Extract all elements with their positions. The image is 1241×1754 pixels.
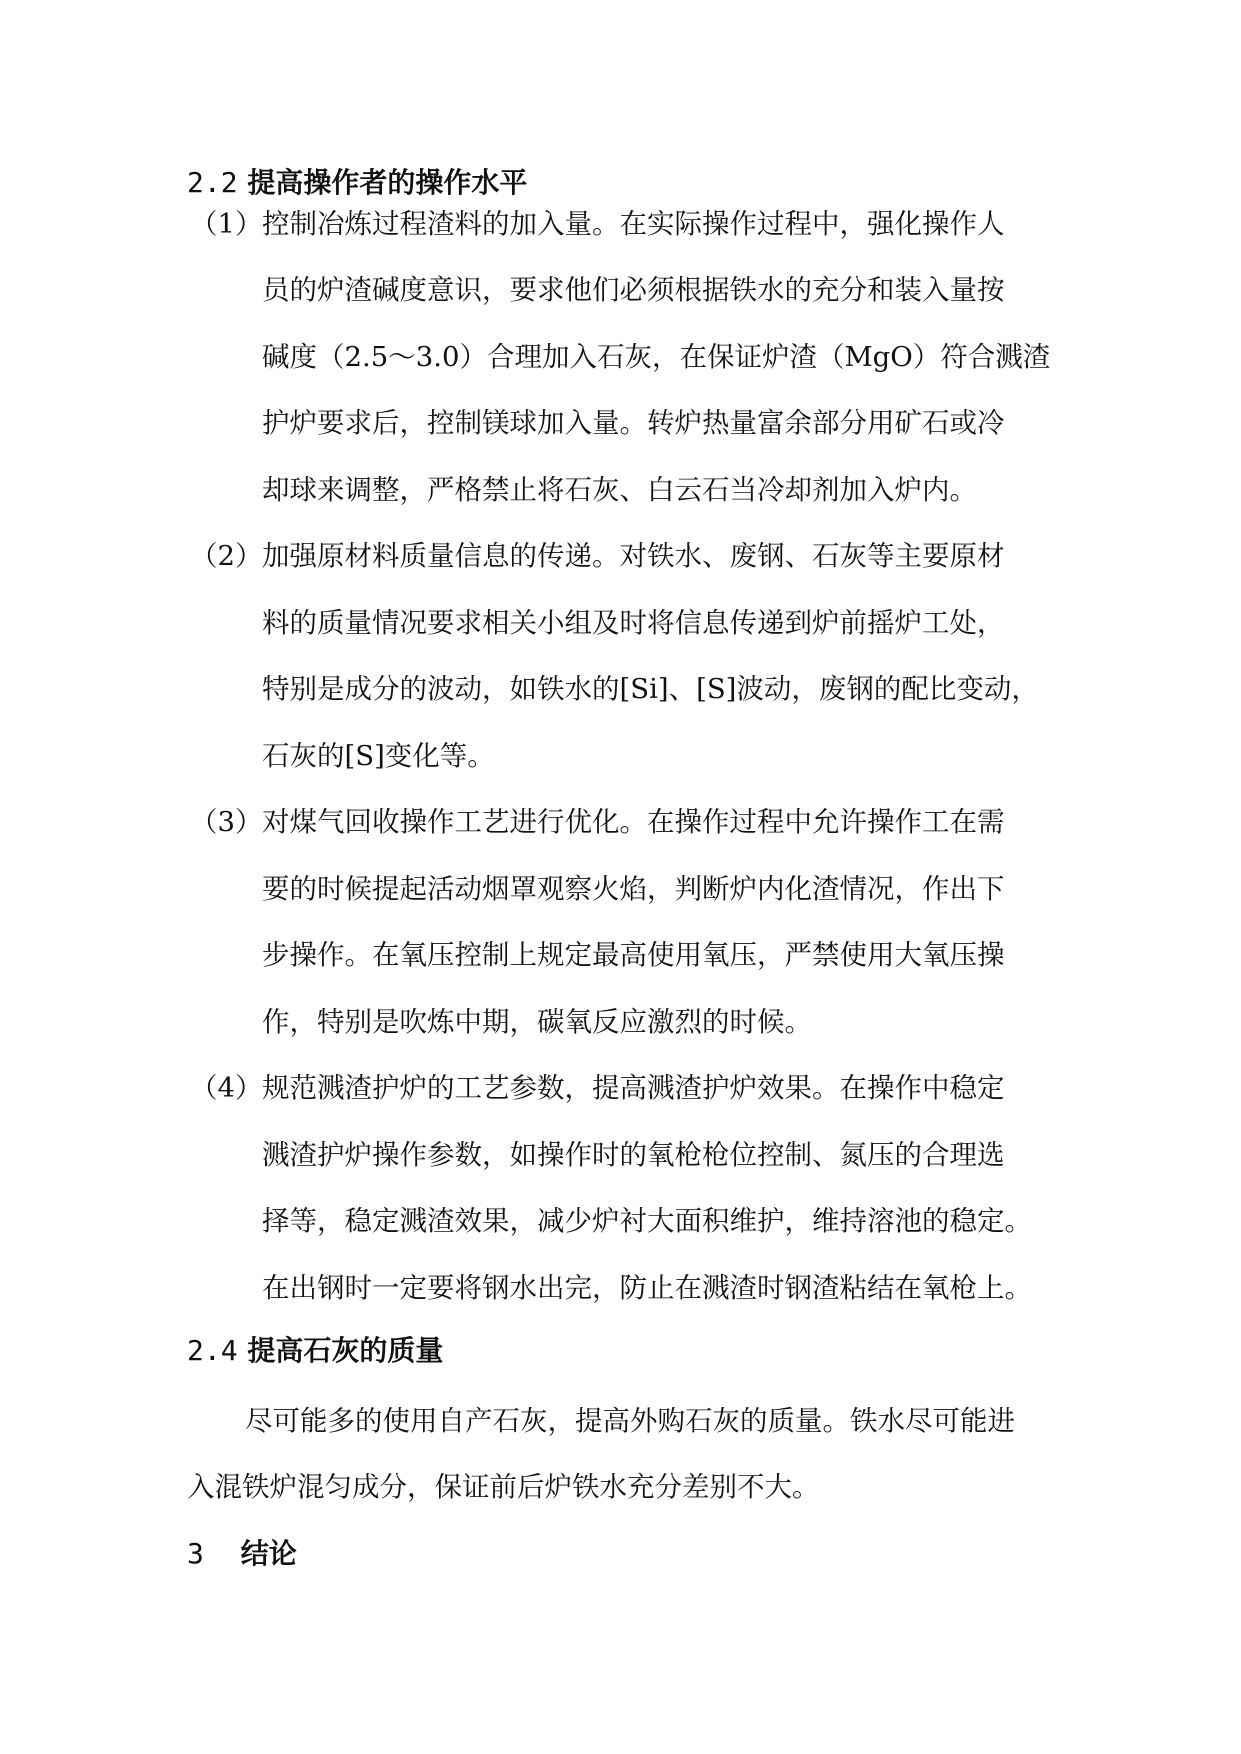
item-2-line-4: 石灰的[S]变化等。 xyxy=(262,740,495,772)
section-number: 2.4 xyxy=(187,1334,238,1367)
section-title: 提高石灰的质量 xyxy=(247,1334,444,1367)
item-3-line-2: 要的时候提起活动烟罩观察火焰，判断炉内化渣情况，作出下 xyxy=(262,873,1005,905)
item-3-line-4: 作，特别是吹炼中期，碳氧反应激烈的时候。 xyxy=(262,1006,812,1038)
item-marker-2: （2） xyxy=(190,540,263,572)
paragraph-line-1: 尽可能多的使用自产石灰，提高外购石灰的质量。铁水尽可能进 xyxy=(245,1405,1015,1437)
item-1-line-4: 护炉要求后，控制镁球加入量。转炉热量富余部分用矿石或冷 xyxy=(262,407,1005,439)
item-3-line-3: 步操作。在氧压控制上规定最高使用氧压，严禁使用大氧压操 xyxy=(262,939,1005,971)
section-heading-2-4 xyxy=(187,1331,443,1371)
section-number: 3 xyxy=(187,1537,204,1570)
item-2-line-1: 加强原材料质量信息的传递。对铁水、废钢、石灰等主要原材 xyxy=(262,540,1005,572)
item-1-line-2: 员的炉渣碱度意识，要求他们必须根据铁水的充分和装入量按 xyxy=(262,274,1005,306)
item-marker-3: （3） xyxy=(190,806,263,838)
section-title: 提高操作者的操作水平 xyxy=(247,166,528,199)
item-2-line-3: 特别是成分的波动，如铁水的[Si]、[S]波动，废钢的配比变动， xyxy=(262,673,1039,705)
item-2-line-2: 料的质量情况要求相关小组及时将信息传递到炉前摇炉工处， xyxy=(262,607,1005,639)
section-number: 2.2 xyxy=(187,166,238,199)
item-1-line-3: 碱度（2.5～3.0）合理加入石灰，在保证炉渣（MgO）符合溅渣 xyxy=(262,341,1051,373)
item-marker-4: （4） xyxy=(190,1072,263,1104)
section-heading-3 xyxy=(187,1534,297,1574)
item-4-line-1: 规范溅渣护炉的工艺参数，提高溅渣护炉效果。在操作中稳定 xyxy=(262,1072,1005,1104)
paragraph-line-2: 入混铁炉混匀成分，保证前后炉铁水充分差别不大。 xyxy=(187,1471,820,1503)
item-4-line-2: 溅渣护炉操作参数，如操作时的氧枪枪位控制、氮压的合理选 xyxy=(262,1139,1005,1171)
section-title: 结论 xyxy=(240,1537,297,1570)
item-1-line-1: 控制冶炼过程渣料的加入量。在实际操作过程中，强化操作人 xyxy=(262,208,1005,240)
item-4-line-3: 择等，稳定溅渣效果，减少炉衬大面积维护，维持溶池的稳定。 xyxy=(262,1205,1032,1237)
item-1-line-5: 却球来调整，严格禁止将石灰、白云石当冷却剂加入炉内。 xyxy=(262,474,977,506)
item-marker-1: （1） xyxy=(190,208,263,240)
section-heading-2-2 xyxy=(187,163,527,203)
item-4-line-4: 在出钢时一定要将钢水出完，防止在溅渣时钢渣粘结在氧枪上。 xyxy=(262,1272,1032,1304)
item-3-line-1: 对煤气回收操作工艺进行优化。在操作过程中允许操作工在需 xyxy=(262,806,1005,838)
